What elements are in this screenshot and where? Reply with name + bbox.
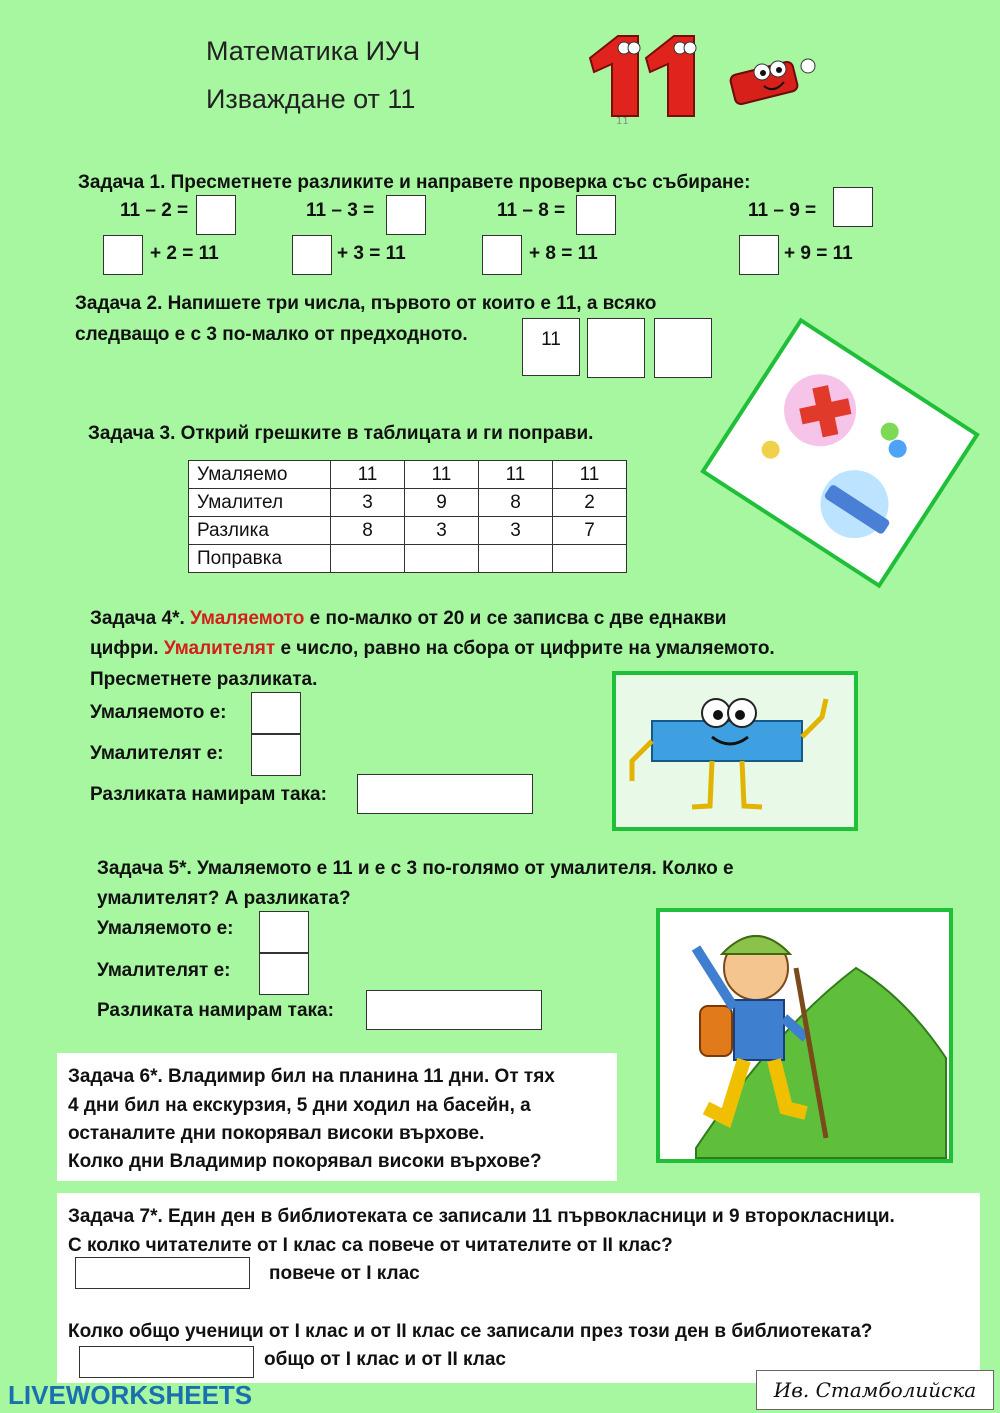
task3-table [188, 460, 627, 573]
task1-answer-2[interactable] [386, 195, 426, 235]
task5-minuend-input[interactable] [259, 911, 309, 953]
task7-answer2-input[interactable] [79, 1346, 254, 1378]
task7-answer1-suffix: повече от I клас [269, 1263, 420, 1284]
plus-minus-bears-illustration [690, 318, 990, 588]
task1-difference-1: 11 – 2 = [120, 200, 189, 221]
task7-line3: Колко общо ученици от I клас и от II клас се записали през този ден в библиотеката? [68, 1321, 873, 1342]
table-cell: 3 [405, 517, 479, 545]
task7-answer1-input[interactable] [75, 1257, 250, 1289]
task4-minuend-label: Умаляемото е: [90, 702, 227, 723]
task1-check-1: + 2 = 11 [150, 243, 219, 264]
table-row [189, 517, 627, 545]
liveworksheets-logo[interactable]: LIVEWORKSHEETS [8, 1380, 253, 1410]
task1-difference-2: 11 – 3 = [306, 200, 375, 221]
task1-check-box-1[interactable] [103, 235, 143, 275]
table-row [189, 489, 627, 517]
task1-check-box-2[interactable] [292, 235, 332, 275]
task6-line1: Задача 6*. Владимир бил на планина 11 дни. От тях [68, 1066, 555, 1087]
task5-subtrahend-input[interactable] [259, 953, 309, 995]
author-signature: Ив. Стамболийска [756, 1370, 994, 1410]
task3-heading: Задача 3. Открий грешките в таблицата и ги поправи. [88, 423, 594, 444]
table-cell: 3 [331, 489, 405, 517]
minus-mascot-icon [728, 48, 822, 112]
task1-answer-3[interactable] [576, 195, 616, 235]
task1-heading: Задача 1. Пресметнете разликите и направете проверка със събиране: [78, 172, 751, 193]
task1-check-box-3[interactable] [482, 235, 522, 275]
table-cell: 2 [553, 489, 627, 517]
correction-input[interactable] [331, 545, 405, 573]
table-cell: 3 [479, 517, 553, 545]
row-label: Умалител [189, 489, 331, 517]
task1-difference-3: 11 – 8 = [497, 200, 566, 221]
task6-line3: останалите дни покорявал високи върхове. [68, 1123, 485, 1144]
task2-answer-2[interactable] [587, 318, 645, 378]
number-eleven-illustration [580, 28, 710, 127]
table-row [189, 461, 627, 489]
table-cell: 8 [331, 517, 405, 545]
task1-check-2: + 3 = 11 [337, 243, 406, 264]
task1-difference-4: 11 – 9 = [748, 200, 817, 221]
title-line2: Изваждане от 11 [206, 84, 416, 114]
task1-answer-4[interactable] [833, 187, 873, 227]
title-line1: Математика ИУЧ [206, 36, 421, 66]
task6-line4: Колко дни Владимир покорявал високи върхове? [68, 1151, 542, 1172]
task6-line2: 4 дни бил на екскурзия, 5 дни ходил на басейн, а [68, 1095, 531, 1116]
row-label: Поправка [189, 545, 331, 573]
hiker-illustration [656, 908, 953, 1163]
row-label: Умаляемо [189, 461, 331, 489]
task1-check-3: + 8 = 11 [529, 243, 598, 264]
task5-line1: Задача 5*. Умаляемото е 11 и е с 3 по-голямо от умалителя. Колко е [97, 858, 734, 879]
correction-input[interactable] [405, 545, 479, 573]
task4-difference-label: Разликата намирам така: [90, 784, 327, 805]
table-cell: 7 [553, 517, 627, 545]
correction-input[interactable] [479, 545, 553, 573]
task7-answer2-suffix: общо от I клас и от II клас [264, 1349, 506, 1370]
task2-line2: следващо е с 3 по-малко от предходното. [75, 324, 468, 345]
table-cell: 11 [479, 461, 553, 489]
correction-input[interactable] [553, 545, 627, 573]
task7-line2: С колко читателите от I клас са повече от читателите от II клас? [68, 1235, 673, 1256]
minus-character-illustration [612, 671, 858, 831]
task4-difference-input[interactable] [357, 774, 533, 814]
table-cell: 9 [405, 489, 479, 517]
task4-subtrahend-label: Умалителят е: [90, 743, 224, 764]
task4-line1: Задача 4*. Умаляемото е по-малко от 20 и се записва с две еднакви [90, 608, 727, 629]
task4-line2: цифри. Умалителят е число, равно на сбора от цифрите на умаляемото. [90, 638, 775, 659]
task1-answer-1[interactable] [196, 195, 236, 235]
task1-check-4: + 9 = 11 [784, 243, 853, 264]
task5-subtrahend-label: Умалителят е: [97, 960, 231, 981]
task5-difference-input[interactable] [366, 990, 542, 1030]
task5-minuend-label: Умаляемото е: [97, 918, 234, 939]
task4-subtrahend-input[interactable] [251, 734, 301, 776]
task5-difference-label: Разликата намирам така: [97, 1000, 334, 1021]
task4-minuend-input[interactable] [251, 692, 301, 734]
task4-line3: Пресметнете разликата. [90, 669, 318, 690]
table-cell: 11 [405, 461, 479, 489]
logo-number-text: 11 [616, 116, 629, 127]
row-label: Разлика [189, 517, 331, 545]
task2-first-number: 11 [522, 318, 580, 376]
task1-check-box-4[interactable] [739, 235, 779, 275]
task7-line1: Задача 7*. Един ден в библиотеката се записали 11 първокласници и 9 второкласници. [68, 1206, 895, 1227]
table-row [189, 545, 627, 573]
task2-line1: Задача 2. Напишете три числа, първото от които е 11, а всяко [75, 293, 657, 314]
table-cell: 8 [479, 489, 553, 517]
table-cell: 11 [331, 461, 405, 489]
task5-line2: умалителят? А разликата? [97, 888, 351, 909]
table-cell: 11 [553, 461, 627, 489]
